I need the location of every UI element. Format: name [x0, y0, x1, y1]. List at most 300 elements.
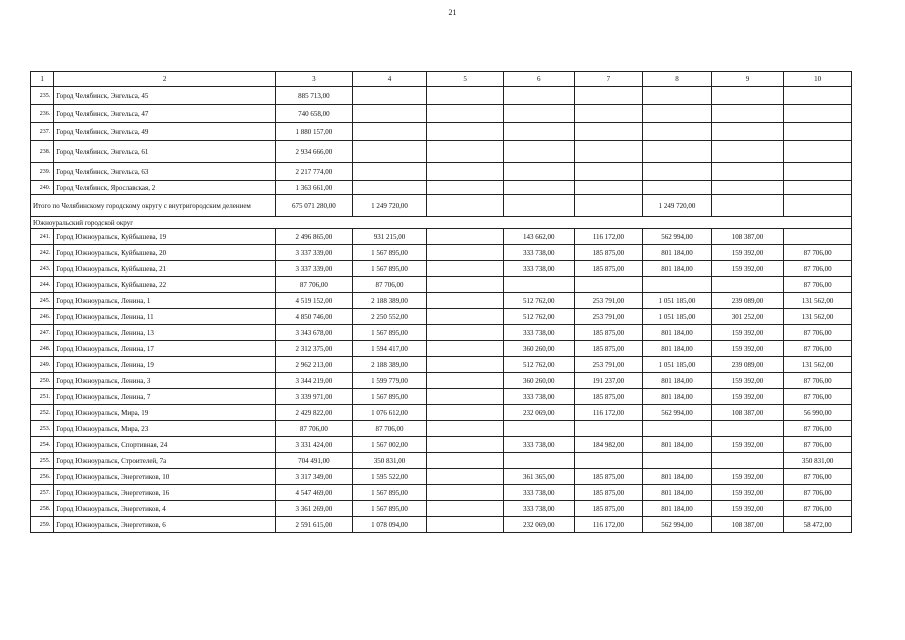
value-cell-c10: [784, 229, 852, 245]
address-cell: Город Южноуральск, Куйбышева, 21: [54, 261, 276, 277]
address-cell: Город Южноуральск, Ленина, 13: [54, 325, 276, 341]
table-row: [31, 261, 852, 277]
value-cell-c4: 1 076 612,00: [352, 405, 427, 421]
table-row: [31, 245, 852, 261]
value-cell-c4: 1 567 895,00: [352, 485, 427, 501]
value-cell-c6: 333 738,00: [503, 501, 574, 517]
total-label: Итого по Челябинскому городскому округу с внутригородским делением: [31, 195, 276, 217]
value-cell-c8: 562 994,00: [643, 517, 712, 533]
value-cell-c6: 512 762,00: [503, 309, 574, 325]
row-number: 256.: [31, 469, 54, 485]
row-number: 236.: [31, 105, 54, 123]
value-cell-c4: [352, 181, 427, 195]
value-cell-c5: [427, 389, 504, 405]
value-cell-c9: [711, 141, 784, 163]
value-cell-c7: [574, 123, 643, 141]
value-cell-c7: 185 875,00: [574, 501, 643, 517]
column-header-8: 8: [643, 72, 712, 87]
value-cell-c8: [643, 87, 712, 105]
value-cell-c5: [427, 437, 504, 453]
row-number: 241.: [31, 229, 54, 245]
value-cell-c9: 159 392,00: [711, 341, 784, 357]
value-cell-c5: [427, 141, 504, 163]
value-cell-c8: 801 184,00: [643, 341, 712, 357]
row-number: 257.: [31, 485, 54, 501]
value-cell-c3: 2 934 666,00: [276, 141, 353, 163]
column-header-5: 5: [427, 72, 504, 87]
value-cell-c8: 1 051 185,00: [643, 293, 712, 309]
value-cell-c3: 3 343 678,00: [276, 325, 353, 341]
address-cell: Город Южноуральск, Строителей, 7а: [54, 453, 276, 469]
row-number: 251.: [31, 389, 54, 405]
row-number: 249.: [31, 357, 54, 373]
value-cell-c6: 143 662,00: [503, 229, 574, 245]
value-cell-c3: 3 344 219,00: [276, 373, 353, 389]
value-cell-c8: 1 051 185,00: [643, 357, 712, 373]
table-row: [31, 421, 852, 437]
value-cell-c5: [427, 261, 504, 277]
value-cell-c8: [643, 181, 712, 195]
address-cell: Город Южноуральск, Энергетиков, 6: [54, 517, 276, 533]
value-cell-c8: 801 184,00: [643, 389, 712, 405]
value-cell-c6: 333 738,00: [503, 389, 574, 405]
value-cell-c7: 253 791,00: [574, 309, 643, 325]
value-cell-c5: [427, 163, 504, 181]
column-header-4: 4: [352, 72, 427, 87]
page-number: 21: [448, 8, 457, 17]
value-cell-c10: 87 706,00: [784, 437, 852, 453]
value-cell-c3: 2 962 213,00: [276, 357, 353, 373]
value-cell-c9: 108 387,00: [711, 405, 784, 421]
value-cell-c10: 87 706,00: [784, 277, 852, 293]
total-value-c8: 1 249 720,00: [643, 195, 712, 217]
value-cell-c9: [711, 453, 784, 469]
value-cell-c3: 2 429 822,00: [276, 405, 353, 421]
value-cell-c4: 931 215,00: [352, 229, 427, 245]
row-number: 240.: [31, 181, 54, 195]
value-cell-c5: [427, 453, 504, 469]
table-row: [31, 453, 852, 469]
value-cell-c8: 801 184,00: [643, 437, 712, 453]
value-cell-c9: 108 387,00: [711, 229, 784, 245]
value-cell-c5: [427, 373, 504, 389]
value-cell-c7: 253 791,00: [574, 293, 643, 309]
total-value-c7: [574, 195, 643, 217]
value-cell-c7: 191 237,00: [574, 373, 643, 389]
value-cell-c6: 333 738,00: [503, 485, 574, 501]
table-row: [31, 437, 852, 453]
value-cell-c4: 1 567 895,00: [352, 325, 427, 341]
value-cell-c4: [352, 123, 427, 141]
value-cell-c3: 1 880 157,00: [276, 123, 353, 141]
value-cell-c10: [784, 163, 852, 181]
row-number: 245.: [31, 293, 54, 309]
value-cell-c8: 801 184,00: [643, 373, 712, 389]
value-cell-c10: 87 706,00: [784, 469, 852, 485]
address-cell: Город Челябинск, Энгельса, 45: [54, 87, 276, 105]
table-row: [31, 229, 852, 245]
value-cell-c4: 1 567 895,00: [352, 501, 427, 517]
address-cell: Город Южноуральск, Энергетиков, 10: [54, 469, 276, 485]
value-cell-c6: 361 365,00: [503, 469, 574, 485]
value-cell-c6: [503, 123, 574, 141]
value-cell-c7: [574, 141, 643, 163]
address-cell: Город Южноуральск, Мира, 23: [54, 421, 276, 437]
address-cell: Город Южноуральск, Куйбышева, 20: [54, 245, 276, 261]
value-cell-c7: [574, 277, 643, 293]
value-cell-c7: 185 875,00: [574, 389, 643, 405]
address-cell: Город Южноуральск, Ленина, 19: [54, 357, 276, 373]
value-cell-c5: [427, 309, 504, 325]
row-number: 259.: [31, 517, 54, 533]
table-row: [31, 501, 852, 517]
table-row: [31, 389, 852, 405]
value-cell-c9: [711, 421, 784, 437]
row-number: 239.: [31, 163, 54, 181]
value-cell-c8: 801 184,00: [643, 469, 712, 485]
table-row: [31, 485, 852, 501]
value-cell-c6: 333 738,00: [503, 325, 574, 341]
table-row: [31, 105, 852, 123]
value-cell-c7: 185 875,00: [574, 245, 643, 261]
total-value-c6: [503, 195, 574, 217]
row-number: 248.: [31, 341, 54, 357]
section-heading: Южноуральский городской округ: [31, 217, 852, 229]
value-cell-c9: 239 089,00: [711, 293, 784, 309]
value-cell-c4: 1 594 417,00: [352, 341, 427, 357]
value-cell-c7: [574, 163, 643, 181]
value-cell-c7: [574, 87, 643, 105]
value-cell-c5: [427, 485, 504, 501]
value-cell-c4: 87 706,00: [352, 421, 427, 437]
value-cell-c9: 159 392,00: [711, 437, 784, 453]
value-cell-c3: 740 658,00: [276, 105, 353, 123]
value-cell-c10: 131 562,00: [784, 357, 852, 373]
address-cell: Город Южноуральск, Мира, 19: [54, 405, 276, 421]
value-cell-c7: 184 982,00: [574, 437, 643, 453]
value-cell-c5: [427, 421, 504, 437]
value-cell-c5: [427, 87, 504, 105]
value-cell-c5: [427, 469, 504, 485]
value-cell-c5: [427, 341, 504, 357]
value-cell-c9: 159 392,00: [711, 325, 784, 341]
table-row: [31, 277, 852, 293]
value-cell-c10: 87 706,00: [784, 501, 852, 517]
value-cell-c10: 58 472,00: [784, 517, 852, 533]
value-cell-c6: [503, 141, 574, 163]
value-cell-c5: [427, 293, 504, 309]
value-cell-c3: 2 591 615,00: [276, 517, 353, 533]
row-number: 246.: [31, 309, 54, 325]
address-cell: Город Южноуральск, Ленина, 7: [54, 389, 276, 405]
column-header-3: 3: [276, 72, 353, 87]
value-cell-c3: 87 706,00: [276, 421, 353, 437]
value-cell-c3: 4 850 746,00: [276, 309, 353, 325]
address-cell: Город Южноуральск, Энергетиков, 4: [54, 501, 276, 517]
row-number: 237.: [31, 123, 54, 141]
value-cell-c9: [711, 123, 784, 141]
value-cell-c5: [427, 181, 504, 195]
total-row: [31, 195, 852, 217]
column-header-2: 2: [54, 72, 276, 87]
table-row: [31, 405, 852, 421]
value-cell-c5: [427, 105, 504, 123]
value-cell-c9: [711, 277, 784, 293]
table-row: [31, 469, 852, 485]
value-cell-c10: 87 706,00: [784, 325, 852, 341]
value-cell-c7: 185 875,00: [574, 469, 643, 485]
value-cell-c8: 1 051 185,00: [643, 309, 712, 325]
value-cell-c10: [784, 105, 852, 123]
value-cell-c6: [503, 453, 574, 469]
table-row: [31, 309, 852, 325]
address-cell: Город Челябинск, Энгельса, 61: [54, 141, 276, 163]
value-cell-c7: [574, 181, 643, 195]
value-cell-c8: [643, 163, 712, 181]
value-cell-c4: 350 831,00: [352, 453, 427, 469]
value-cell-c9: 159 392,00: [711, 245, 784, 261]
value-cell-c9: [711, 163, 784, 181]
value-cell-c8: 801 184,00: [643, 245, 712, 261]
column-header-7: 7: [574, 72, 643, 87]
value-cell-c6: 333 738,00: [503, 437, 574, 453]
value-cell-c6: [503, 163, 574, 181]
value-cell-c9: 301 252,00: [711, 309, 784, 325]
table-row: [31, 87, 852, 105]
value-cell-c3: 2 217 774,00: [276, 163, 353, 181]
value-cell-c9: 159 392,00: [711, 485, 784, 501]
value-cell-c5: [427, 405, 504, 421]
address-cell: Город Южноуральск, Ленина, 3: [54, 373, 276, 389]
value-cell-c4: 1 078 094,00: [352, 517, 427, 533]
address-cell: Город Южноуральск, Куйбышева, 22: [54, 277, 276, 293]
value-cell-c5: [427, 277, 504, 293]
value-cell-c7: [574, 421, 643, 437]
value-cell-c7: 185 875,00: [574, 261, 643, 277]
value-cell-c9: [711, 87, 784, 105]
value-cell-c4: 1 567 895,00: [352, 389, 427, 405]
value-cell-c10: 87 706,00: [784, 421, 852, 437]
value-cell-c3: 4 547 469,00: [276, 485, 353, 501]
value-cell-c6: 232 069,00: [503, 517, 574, 533]
value-cell-c10: 131 562,00: [784, 293, 852, 309]
table-row: [31, 325, 852, 341]
address-cell: Город Челябинск, Ярославская, 2: [54, 181, 276, 195]
value-cell-c7: [574, 105, 643, 123]
value-cell-c3: 885 713,00: [276, 87, 353, 105]
value-cell-c4: [352, 105, 427, 123]
value-cell-c5: [427, 501, 504, 517]
row-number: 254.: [31, 437, 54, 453]
address-cell: Город Южноуральск, Куйбышева, 19: [54, 229, 276, 245]
value-cell-c6: [503, 421, 574, 437]
value-cell-c8: 562 994,00: [643, 229, 712, 245]
value-cell-c9: 159 392,00: [711, 373, 784, 389]
column-header-9: 9: [711, 72, 784, 87]
total-value-c3: 675 071 280,00: [276, 195, 353, 217]
header-row: [31, 72, 852, 87]
value-cell-c6: 512 762,00: [503, 357, 574, 373]
address-cell: Город Южноуральск, Ленина, 11: [54, 309, 276, 325]
value-cell-c4: 1 599 779,00: [352, 373, 427, 389]
table-row: [31, 163, 852, 181]
value-cell-c4: [352, 87, 427, 105]
value-cell-c9: 159 392,00: [711, 261, 784, 277]
value-cell-c9: 108 387,00: [711, 517, 784, 533]
row-number: 238.: [31, 141, 54, 163]
table-row: [31, 293, 852, 309]
value-cell-c6: 333 738,00: [503, 261, 574, 277]
value-cell-c6: 333 738,00: [503, 245, 574, 261]
value-cell-c6: 232 069,00: [503, 405, 574, 421]
address-cell: Город Южноуральск, Ленина, 1: [54, 293, 276, 309]
row-number: 235.: [31, 87, 54, 105]
value-cell-c3: 4 519 152,00: [276, 293, 353, 309]
value-cell-c9: [711, 105, 784, 123]
value-cell-c3: 3 337 339,00: [276, 261, 353, 277]
value-cell-c3: 3 337 339,00: [276, 245, 353, 261]
value-cell-c5: [427, 517, 504, 533]
value-cell-c10: 131 562,00: [784, 309, 852, 325]
value-cell-c8: [643, 105, 712, 123]
value-cell-c10: 87 706,00: [784, 485, 852, 501]
row-number: 242.: [31, 245, 54, 261]
value-cell-c10: 87 706,00: [784, 245, 852, 261]
value-cell-c6: 512 762,00: [503, 293, 574, 309]
value-cell-c4: 2 250 552,00: [352, 309, 427, 325]
value-cell-c10: [784, 141, 852, 163]
value-cell-c4: 87 706,00: [352, 277, 427, 293]
value-cell-c7: 185 875,00: [574, 325, 643, 341]
value-cell-c4: 1 567 895,00: [352, 261, 427, 277]
value-cell-c3: 1 363 661,00: [276, 181, 353, 195]
value-cell-c8: [643, 123, 712, 141]
value-cell-c5: [427, 357, 504, 373]
value-cell-c10: 56 990,00: [784, 405, 852, 421]
address-cell: Город Южноуральск, Энергетиков, 16: [54, 485, 276, 501]
value-cell-c10: 87 706,00: [784, 341, 852, 357]
value-cell-c5: [427, 325, 504, 341]
value-cell-c6: [503, 277, 574, 293]
value-cell-c8: [643, 277, 712, 293]
value-cell-c4: 1 567 002,00: [352, 437, 427, 453]
section-row: [31, 217, 852, 229]
row-number: 250.: [31, 373, 54, 389]
value-cell-c3: 2 312 375,00: [276, 341, 353, 357]
value-cell-c10: 87 706,00: [784, 389, 852, 405]
table-row: [31, 373, 852, 389]
value-cell-c8: [643, 421, 712, 437]
value-cell-c6: [503, 181, 574, 195]
value-cell-c9: 159 392,00: [711, 501, 784, 517]
value-cell-c4: [352, 163, 427, 181]
value-cell-c8: 562 994,00: [643, 405, 712, 421]
value-cell-c9: 159 392,00: [711, 469, 784, 485]
value-cell-c8: 801 184,00: [643, 261, 712, 277]
row-number: 253.: [31, 421, 54, 437]
value-cell-c3: 3 331 424,00: [276, 437, 353, 453]
total-value-c4: 1 249 720,00: [352, 195, 427, 217]
value-cell-c10: 87 706,00: [784, 261, 852, 277]
data-table: [30, 71, 852, 533]
value-cell-c6: [503, 87, 574, 105]
value-cell-c9: 159 392,00: [711, 389, 784, 405]
value-cell-c3: 2 496 865,00: [276, 229, 353, 245]
value-cell-c5: [427, 245, 504, 261]
table-row: [31, 517, 852, 533]
row-number: 252.: [31, 405, 54, 421]
value-cell-c7: 185 875,00: [574, 341, 643, 357]
value-cell-c6: 360 260,00: [503, 373, 574, 389]
value-cell-c4: 1 595 522,00: [352, 469, 427, 485]
address-cell: Город Южноуральск, Ленина, 17: [54, 341, 276, 357]
row-number: 247.: [31, 325, 54, 341]
column-header-10: 10: [784, 72, 852, 87]
value-cell-c3: 3 339 971,00: [276, 389, 353, 405]
value-cell-c7: 185 875,00: [574, 485, 643, 501]
address-cell: Город Челябинск, Энгельса, 63: [54, 163, 276, 181]
value-cell-c10: [784, 181, 852, 195]
row-number: 258.: [31, 501, 54, 517]
value-cell-c10: 350 831,00: [784, 453, 852, 469]
value-cell-c7: 116 172,00: [574, 517, 643, 533]
value-cell-c3: 3 317 349,00: [276, 469, 353, 485]
value-cell-c7: 116 172,00: [574, 405, 643, 421]
value-cell-c9: [711, 181, 784, 195]
value-cell-c7: 253 791,00: [574, 357, 643, 373]
value-cell-c10: 87 706,00: [784, 373, 852, 389]
value-cell-c8: [643, 141, 712, 163]
value-cell-c6: [503, 105, 574, 123]
value-cell-c8: 801 184,00: [643, 501, 712, 517]
row-number: 243.: [31, 261, 54, 277]
total-value-c9: [711, 195, 784, 217]
table-row: [31, 181, 852, 195]
table-row: [31, 341, 852, 357]
table-row: [31, 123, 852, 141]
value-cell-c7: [574, 453, 643, 469]
value-cell-c4: [352, 141, 427, 163]
value-cell-c3: 704 491,00: [276, 453, 353, 469]
value-cell-c8: 801 184,00: [643, 485, 712, 501]
value-cell-c5: [427, 123, 504, 141]
table-row: [31, 141, 852, 163]
value-cell-c3: 3 361 269,00: [276, 501, 353, 517]
value-cell-c8: [643, 453, 712, 469]
value-cell-c4: 2 188 389,00: [352, 357, 427, 373]
value-cell-c6: 360 260,00: [503, 341, 574, 357]
total-value-c10: [784, 195, 852, 217]
value-cell-c3: 87 706,00: [276, 277, 353, 293]
row-number: 244.: [31, 277, 54, 293]
total-value-c5: [427, 195, 504, 217]
value-cell-c4: 2 188 389,00: [352, 293, 427, 309]
value-cell-c5: [427, 229, 504, 245]
column-header-6: 6: [503, 72, 574, 87]
value-cell-c4: 1 567 895,00: [352, 245, 427, 261]
row-number: 255.: [31, 453, 54, 469]
value-cell-c8: 801 184,00: [643, 325, 712, 341]
value-cell-c10: [784, 123, 852, 141]
value-cell-c10: [784, 87, 852, 105]
table-row: [31, 357, 852, 373]
value-cell-c9: 239 089,00: [711, 357, 784, 373]
address-cell: Город Южноуральск, Спортивная, 24: [54, 437, 276, 453]
address-cell: Город Челябинск, Энгельса, 49: [54, 123, 276, 141]
address-cell: Город Челябинск, Энгельса, 47: [54, 105, 276, 123]
value-cell-c7: 116 172,00: [574, 229, 643, 245]
column-header-1: 1: [31, 72, 54, 87]
